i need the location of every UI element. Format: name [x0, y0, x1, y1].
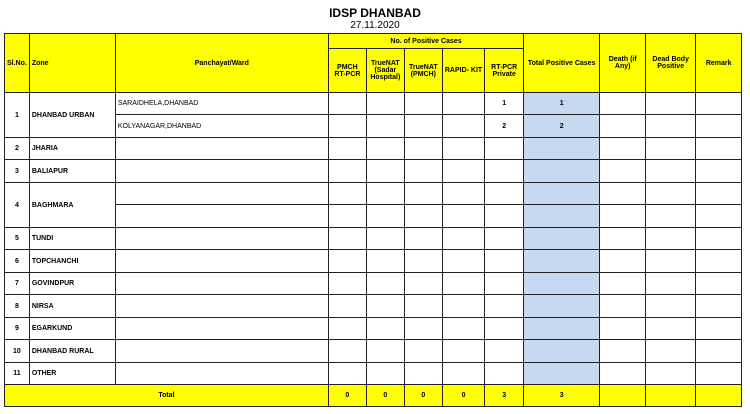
total-rapid: 0 — [442, 385, 484, 407]
cell-slno: 6 — [5, 250, 30, 273]
table-row — [5, 93, 742, 115]
header-dead-body: Dead Body Positive — [646, 34, 696, 93]
cell-zone: DHANBAD URBAN — [29, 93, 115, 138]
table-row — [5, 318, 742, 340]
cell-zone: DHANBAD RURAL — [29, 340, 115, 363]
cell-zone: OTHER — [29, 363, 115, 385]
cell-zone: EGARKUND — [29, 318, 115, 340]
header-panchayat: Panchayat/Ward — [115, 34, 328, 93]
table-row — [5, 138, 742, 160]
cell-zone: GOVINDPUR — [29, 273, 115, 295]
cell-slno: 11 — [5, 363, 30, 385]
report-date: 27.11.2020 — [350, 20, 400, 31]
header-pmch: PMCH RT-PCR — [328, 49, 366, 93]
cell-slno: 5 — [5, 228, 30, 250]
table-row — [5, 273, 742, 295]
cell-total-positive: 2 — [524, 115, 600, 138]
cell-slno: 1 — [5, 93, 30, 138]
cell-ward: KOLYANAGAR,DHANBAD — [115, 115, 328, 138]
table-row — [5, 295, 742, 318]
cell-rtpcr-private: 2 — [485, 115, 524, 138]
table-row — [5, 363, 742, 385]
cell-slno: 8 — [5, 295, 30, 318]
table-row — [5, 205, 742, 228]
cell-zone: BAGHMARA — [29, 183, 115, 228]
header-death: Death (if Any) — [600, 34, 646, 93]
total-rtpcr-private: 3 — [485, 385, 524, 407]
table-row — [5, 340, 742, 363]
header-rtpcr-private: RT-PCR Private — [485, 49, 524, 93]
cell-slno: 10 — [5, 340, 30, 363]
header-remark: Remark — [696, 34, 742, 93]
cell-slno: 2 — [5, 138, 30, 160]
cell-zone: TOPCHANCHI — [29, 250, 115, 273]
positive-cases-table — [4, 33, 742, 407]
cell-zone: JHARIA — [29, 138, 115, 160]
table-row — [5, 160, 742, 183]
cell-slno: 7 — [5, 273, 30, 295]
header-rapid: RAPID- KIT — [442, 49, 484, 93]
cell-zone: TUNDI — [29, 228, 115, 250]
cell-slno: 9 — [5, 318, 30, 340]
header-truenat-sadar: TrueNAT (Sadar Hospital) — [366, 49, 404, 93]
total-positive-cases: 3 — [524, 385, 600, 407]
header-slno: Sl.No. — [5, 34, 30, 93]
header-total-positive: Total Positive Cases — [524, 34, 600, 93]
table-row — [5, 228, 742, 250]
total-truenat-pmch: 0 — [404, 385, 442, 407]
report-title: IDSP DHANBAD — [329, 6, 421, 20]
table-row — [5, 183, 742, 205]
cell-slno: 3 — [5, 160, 30, 183]
cell-total-positive: 1 — [524, 93, 600, 115]
total-pmch: 0 — [328, 385, 366, 407]
table-row — [5, 250, 742, 273]
header-positive-group: No. of Positive Cases — [328, 34, 523, 49]
table-row — [5, 115, 742, 138]
cell-ward: SARAIDHELA,DHANBAD — [115, 93, 328, 115]
cell-slno: 4 — [5, 183, 30, 228]
cell-zone: NIRSA — [29, 295, 115, 318]
total-truenat-sadar: 0 — [366, 385, 404, 407]
header-truenat-pmch: TrueNAT (PMCH) — [404, 49, 442, 93]
total-row — [5, 385, 742, 407]
cell-zone: BALIAPUR — [29, 160, 115, 183]
cell-rtpcr-private: 1 — [485, 93, 524, 115]
header-zone: Zone — [29, 34, 115, 93]
total-label: Total — [5, 385, 329, 407]
